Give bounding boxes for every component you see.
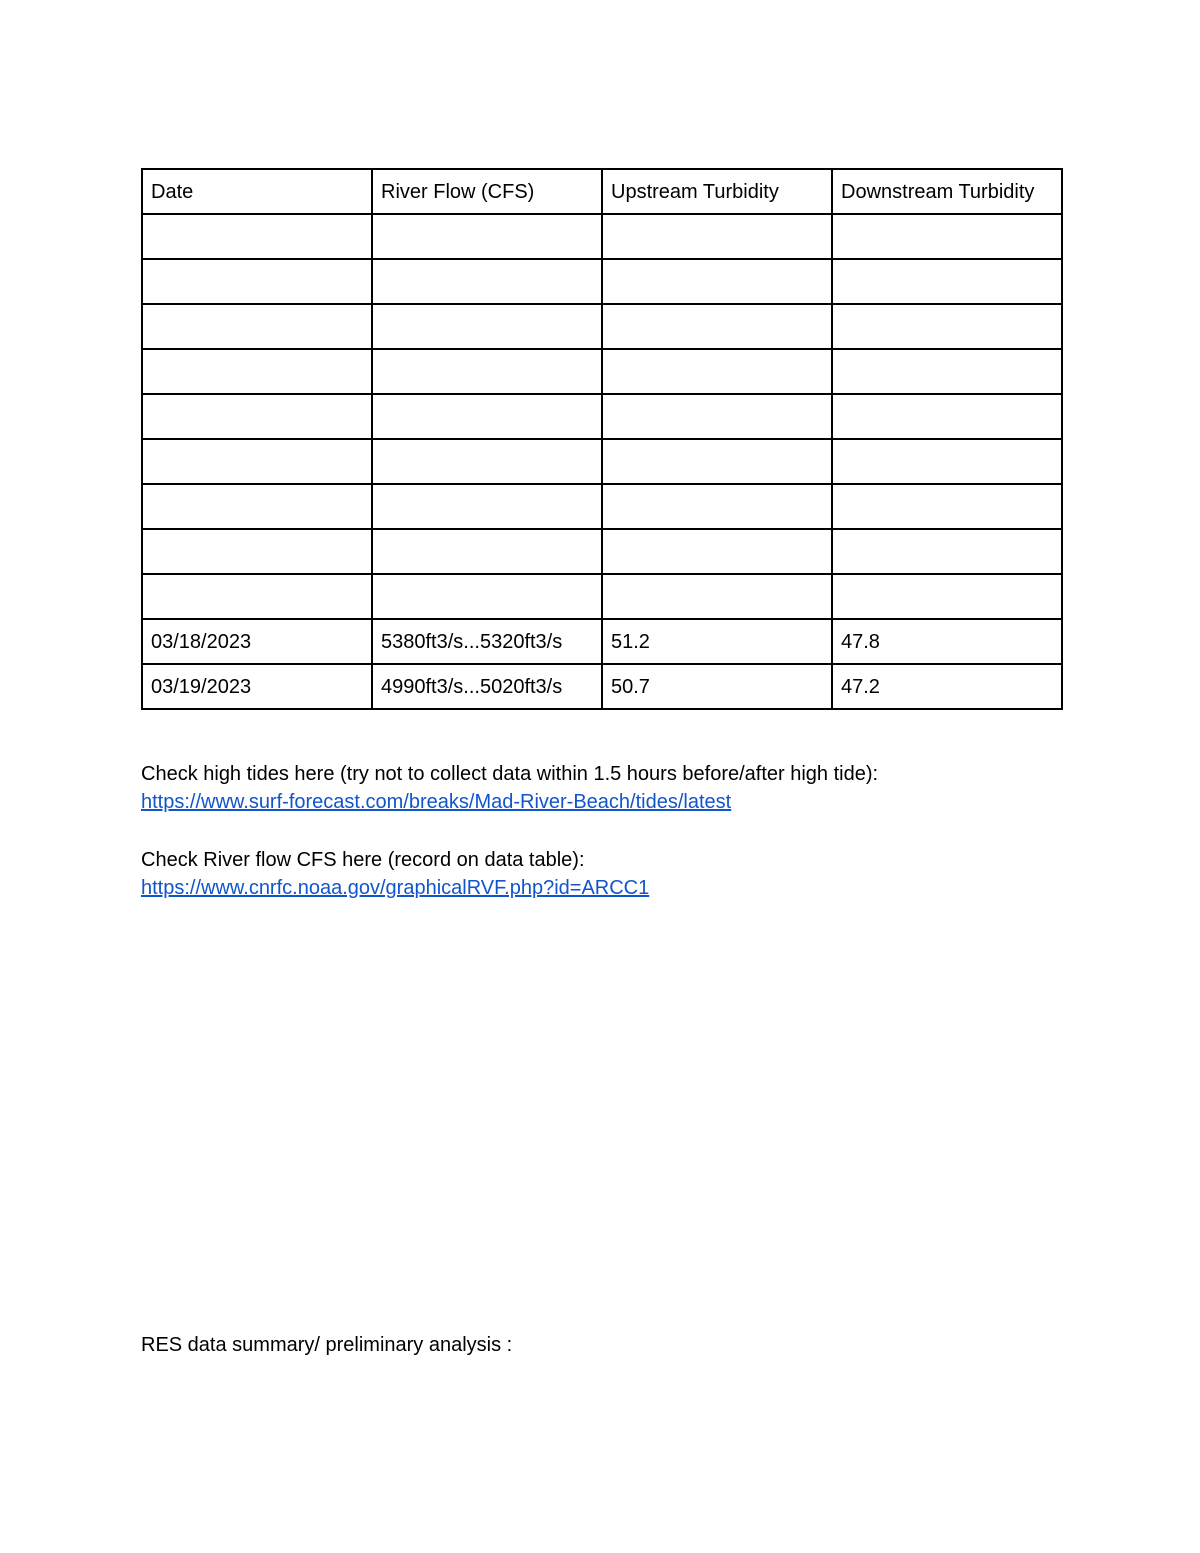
data-table xyxy=(141,168,1063,710)
cell-date[interactable] xyxy=(142,484,372,529)
tides-link[interactable]: https://www.surf-forecast.com/breaks/Mad-River-Beach/tides/latest xyxy=(141,791,732,813)
cell-downstream-turbidity[interactable] xyxy=(832,529,1062,574)
table-row xyxy=(142,394,1062,439)
cell-date[interactable] xyxy=(142,574,372,619)
cell-date[interactable] xyxy=(142,259,372,304)
cell-upstream-turbidity[interactable] xyxy=(602,394,832,439)
table-row xyxy=(142,439,1062,484)
cell-river-flow[interactable]: 4990ft3/s...5020ft3/s xyxy=(372,664,602,709)
header-river-flow: River Flow (CFS) xyxy=(372,169,602,214)
tides-instruction: Check high tides here (try not to collect data within 1.5 hours before/after high tide): xyxy=(141,763,879,785)
summary-label: RES data summary/ preliminary analysis : xyxy=(141,1334,513,1356)
river-flow-link[interactable]: https://www.cnrfc.noaa.gov/graphicalRVF.php?id=ARCC1 xyxy=(141,877,650,899)
cell-river-flow[interactable] xyxy=(372,304,602,349)
cell-downstream-turbidity[interactable] xyxy=(832,304,1062,349)
cell-downstream-turbidity[interactable] xyxy=(832,394,1062,439)
cell-river-flow[interactable] xyxy=(372,259,602,304)
header-date: Date xyxy=(142,169,372,214)
table-row xyxy=(142,349,1062,394)
cell-upstream-turbidity[interactable] xyxy=(602,529,832,574)
cell-downstream-turbidity[interactable] xyxy=(832,214,1062,259)
cell-date[interactable] xyxy=(142,214,372,259)
cell-upstream-turbidity[interactable]: 50.7 xyxy=(602,664,832,709)
cell-upstream-turbidity[interactable] xyxy=(602,214,832,259)
table-row xyxy=(142,529,1062,574)
cell-downstream-turbidity[interactable] xyxy=(832,259,1062,304)
cell-downstream-turbidity[interactable]: 47.8 xyxy=(832,619,1062,664)
cell-date[interactable] xyxy=(142,349,372,394)
table-header-row xyxy=(142,169,1062,214)
cell-downstream-turbidity[interactable] xyxy=(832,484,1062,529)
tides-note xyxy=(141,760,878,816)
cell-upstream-turbidity[interactable] xyxy=(602,259,832,304)
cell-upstream-turbidity[interactable] xyxy=(602,574,832,619)
cell-river-flow[interactable] xyxy=(372,394,602,439)
cell-upstream-turbidity[interactable] xyxy=(602,349,832,394)
river-flow-instruction: Check River flow CFS here (record on data table): xyxy=(141,849,585,871)
cell-upstream-turbidity[interactable] xyxy=(602,484,832,529)
cell-river-flow[interactable] xyxy=(372,529,602,574)
cell-upstream-turbidity[interactable] xyxy=(602,304,832,349)
cell-river-flow[interactable] xyxy=(372,439,602,484)
cell-date[interactable]: 03/19/2023 xyxy=(142,664,372,709)
cell-upstream-turbidity[interactable] xyxy=(602,439,832,484)
table-row xyxy=(142,574,1062,619)
cell-date[interactable] xyxy=(142,394,372,439)
cell-upstream-turbidity[interactable]: 51.2 xyxy=(602,619,832,664)
table-row xyxy=(142,664,1062,709)
river-flow-note xyxy=(141,846,649,902)
cell-date[interactable]: 03/18/2023 xyxy=(142,619,372,664)
cell-downstream-turbidity[interactable] xyxy=(832,574,1062,619)
cell-date[interactable] xyxy=(142,439,372,484)
header-downstream-turbidity: Downstream Turbidity xyxy=(832,169,1062,214)
header-upstream-turbidity: Upstream Turbidity xyxy=(602,169,832,214)
table-row xyxy=(142,619,1062,664)
cell-downstream-turbidity[interactable]: 47.2 xyxy=(832,664,1062,709)
cell-date[interactable] xyxy=(142,529,372,574)
table-row xyxy=(142,304,1062,349)
cell-date[interactable] xyxy=(142,304,372,349)
cell-downstream-turbidity[interactable] xyxy=(832,439,1062,484)
table-row xyxy=(142,214,1062,259)
cell-river-flow[interactable] xyxy=(372,574,602,619)
cell-river-flow[interactable]: 5380ft3/s...5320ft3/s xyxy=(372,619,602,664)
table-row xyxy=(142,484,1062,529)
cell-downstream-turbidity[interactable] xyxy=(832,349,1062,394)
table-row xyxy=(142,259,1062,304)
cell-river-flow[interactable] xyxy=(372,484,602,529)
cell-river-flow[interactable] xyxy=(372,214,602,259)
cell-river-flow[interactable] xyxy=(372,349,602,394)
